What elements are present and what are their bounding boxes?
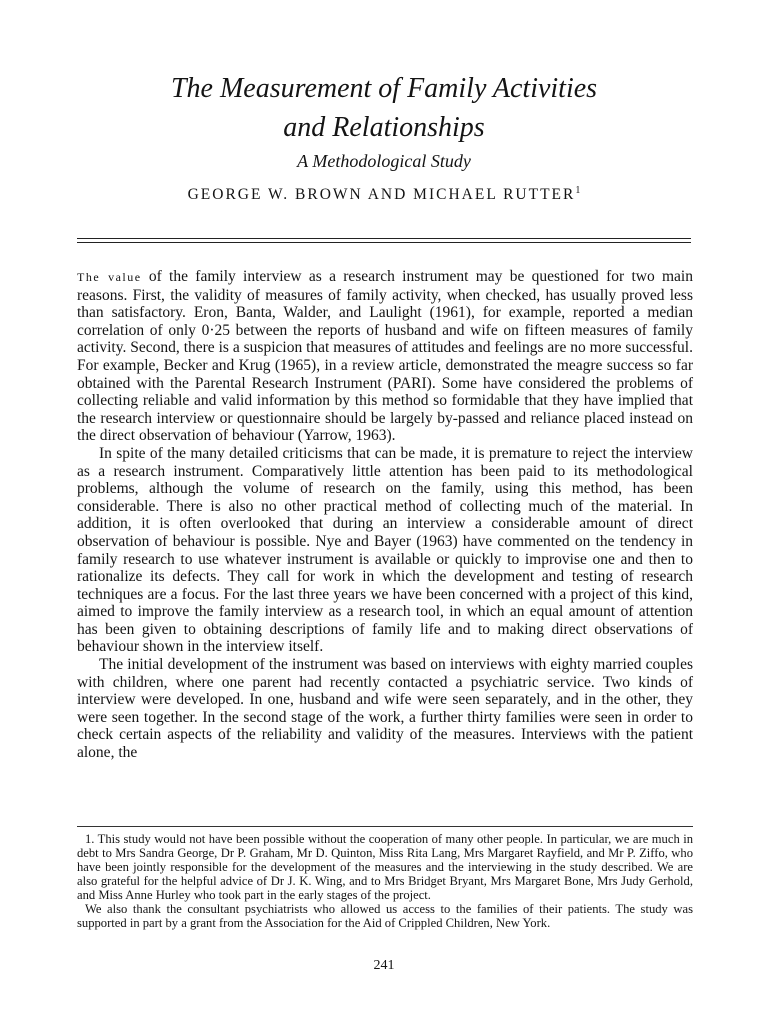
author-footnote-ref: 1 — [575, 185, 581, 196]
footnote-1: 1. This study would not have been possible without the cooperation of many other people. In particular, we are much in debt to Mrs Sandra George, Dr P. Graham, Mr D. Quinton, Miss Rita Lang, Mrs Margaret Rayfield, and Mr P. Ziffo, who have been jointly responsible for the development of the measures and the interviewing in the study described. We are also grateful for the helpful advice of Dr J. K. Wing, and to Mrs Bridget Bryant, Mrs Margaret Bone, Mrs Judy Gerhold, and Miss Anne Hurley who took part in the early stages of the project. — [77, 832, 693, 902]
footnotes — [77, 832, 693, 930]
footnote-rule — [77, 826, 693, 827]
article-subtitle: A Methodological Study — [297, 151, 471, 171]
body-text — [77, 268, 693, 762]
paragraph-1 — [77, 268, 693, 445]
article-title-line-1: The Measurement of Family Activities — [170, 73, 598, 104]
article-title-line-2: and Relationships — [283, 112, 485, 143]
author-line — [0, 180, 768, 206]
paragraph-3: The initial development of the instrument was based on interviews with eighty married couples with children, where one parent had recently contacted a psychiatric service. Two kinds of interview were developed. In one, husband and wife were seen separately, and in the other, they were seen together. In the second stage of the work, a further thirty families were seen in order to check certain aspects of the reliability and validity of the measures. Interviews with the patient alone, the — [77, 656, 693, 762]
footnote-2: We also thank the consultant psychiatrists who allowed us access to the families of their patients. The study was supported in part by a grant from the Association for the Aid of Crippled Children, New York. — [77, 902, 693, 930]
title-rule-bottom — [77, 242, 691, 243]
title-rule-top — [77, 238, 691, 239]
paragraph-lede: The value — [77, 270, 142, 284]
paragraph-1-text: of the family interview as a research instrument may be questioned for two main reasons. First, the validity of measures of family activity, when checked, has usually proved less than satisfactory. Eron, Banta, Walder, and Laulight (1961), for example, reported a median correlation of only 0·25 between the reports of husband and wife on fifteen measures of family activity. Second, there is a suspicion that measures of attitudes and feelings are no more successful. For example, Becker and Krug (1965), in a review article, demonstrated the meagre success so far obtained with the Parental Research Instrument (PARI). Some have considered the problems of collecting reliable and valid information by this method so formidable that they have implied that the research interview or questionnaire should be largely by-passed and reliance placed instead on the direct observation of behaviour (Yarrow, 1963). — [77, 268, 693, 445]
page-number: 241 — [373, 958, 395, 973]
authors: GEORGE W. BROWN AND MICHAEL RUTTER — [187, 186, 576, 204]
paragraph-2: In spite of the many detailed criticisms that can be made, it is premature to reject the interview as a research instrument. Comparatively little attention has been paid to its methodological problems, although the volume of research on the family, using this method, has been considerable. There is also no other practical method of collecting much of the material. In addition, it is often overlooked that during an interview a considerable amount of direct observation of behaviour is possible. Nye and Bayer (1963) have commented on the tendency in family research to use whatever instrument is available or quickly to improvise one and then to rationalize its defects. They call for work in which the development and testing of research techniques are a focus. For the last three years we have been concerned with a project of this kind, aimed to improve the family interview as a research tool, in which an equal amount of attention has been given to obtaining descriptions of family life and to making direct observations of behaviour shown in the interview itself. — [77, 444, 693, 656]
